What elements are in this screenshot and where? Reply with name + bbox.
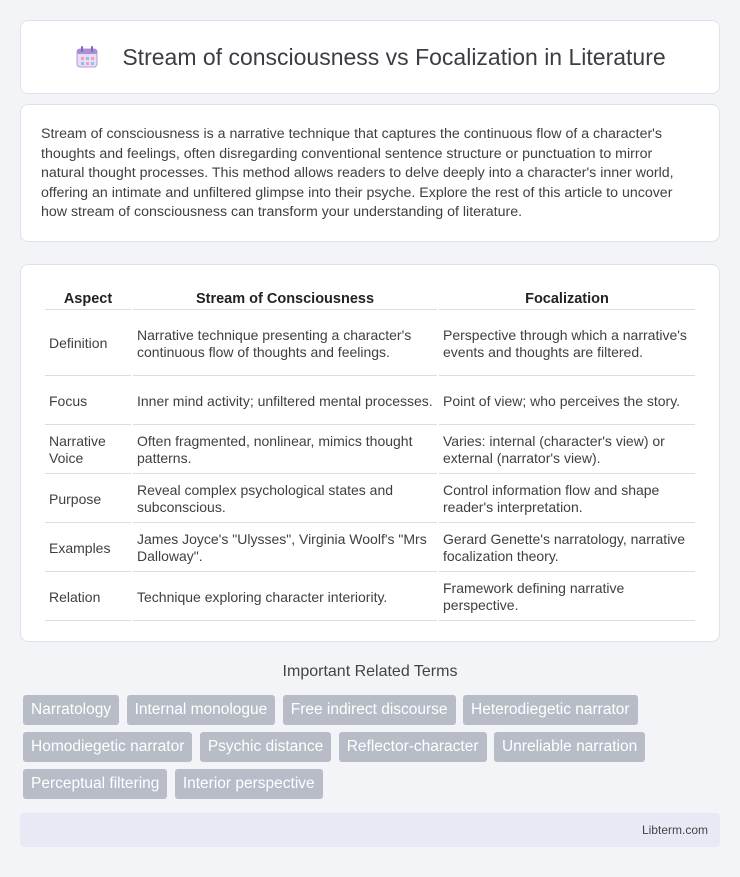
related-term-tag[interactable]: Reflector-character — [339, 732, 487, 762]
related-term-tag[interactable]: Free indirect discourse — [283, 695, 456, 725]
page-title: Stream of consciousness vs Focalization in Literature — [122, 43, 666, 70]
row-stream-of-consciousness: Technique exploring character interiority. — [133, 574, 437, 621]
row-aspect: Relation — [45, 574, 131, 621]
row-aspect: Focus — [45, 378, 131, 425]
related-term-tag[interactable]: Narratology — [23, 695, 119, 725]
header-focalization: Focalization — [439, 287, 695, 310]
related-term-tag[interactable]: Homodiegetic narrator — [23, 732, 192, 762]
intro-card — [20, 104, 720, 242]
row-stream-of-consciousness: Reveal complex psychological states and subconscious. — [133, 476, 437, 523]
row-focalization: Varies: internal (character's view) or external (narrator's view). — [439, 427, 695, 474]
calendar-icon — [74, 44, 100, 70]
header-stream-of-consciousness: Stream of Consciousness — [133, 287, 437, 310]
intro-paragraph: Stream of consciousness is a narrative technique that captures the continuous flow of a character's thoughts and feelings, often disregarding conventional sentence structure or punctuation to mirror natural thought processes. This method allows readers to delve deeply into a character's inner world, offering an intimate and unfiltered glimpse into their psyche. Explore the rest of this article to uncover how stream of consciousness can transform your understanding of literature. — [41, 126, 674, 220]
table-row — [45, 312, 695, 376]
row-focalization: Framework defining narrative perspective. — [439, 574, 695, 621]
table-row — [45, 427, 695, 474]
related-term-tag[interactable]: Heterodiegetic narrator — [463, 695, 638, 725]
related-terms-title: Important Related Terms — [282, 663, 458, 680]
row-stream-of-consciousness: Often fragmented, nonlinear, mimics thought patterns. — [133, 427, 437, 474]
related-term-tag[interactable]: Unreliable narration — [494, 732, 645, 762]
table-row — [45, 378, 695, 425]
header-aspect: Aspect — [45, 287, 131, 310]
table-row — [45, 574, 695, 621]
title-card — [20, 20, 720, 94]
related-term-tag[interactable]: Interior perspective — [175, 769, 323, 799]
table-header-row — [45, 287, 695, 310]
comparison-table-card — [20, 264, 720, 642]
row-aspect: Examples — [45, 525, 131, 572]
related-term-tag[interactable]: Psychic distance — [200, 732, 331, 762]
row-focalization: Point of view; who perceives the story. — [439, 378, 695, 425]
row-aspect: Narrative Voice — [45, 427, 131, 474]
row-stream-of-consciousness: James Joyce's "Ulysses", Virginia Woolf's "Mrs Dalloway". — [133, 525, 437, 572]
related-terms-list — [23, 695, 723, 806]
row-focalization: Perspective through which a narrative's events and thoughts are filtered. — [439, 312, 695, 376]
table-row — [45, 525, 695, 572]
row-focalization: Gerard Genette's narratology, narrative focalization theory. — [439, 525, 695, 572]
related-term-tag[interactable]: Internal monologue — [127, 695, 276, 725]
row-stream-of-consciousness: Inner mind activity; unfiltered mental processes. — [133, 378, 437, 425]
related-term-tag[interactable]: Perceptual filtering — [23, 769, 167, 799]
row-aspect: Definition — [45, 312, 131, 376]
footer-site-link[interactable]: Libterm.com — [641, 823, 708, 837]
row-aspect: Purpose — [45, 476, 131, 523]
footer — [20, 813, 720, 847]
table-row — [45, 476, 695, 523]
comparison-table — [43, 285, 697, 623]
row-stream-of-consciousness: Narrative technique presenting a character's continuous flow of thoughts and feelings. — [133, 312, 437, 376]
row-focalization: Control information flow and shape reader's interpretation. — [439, 476, 695, 523]
